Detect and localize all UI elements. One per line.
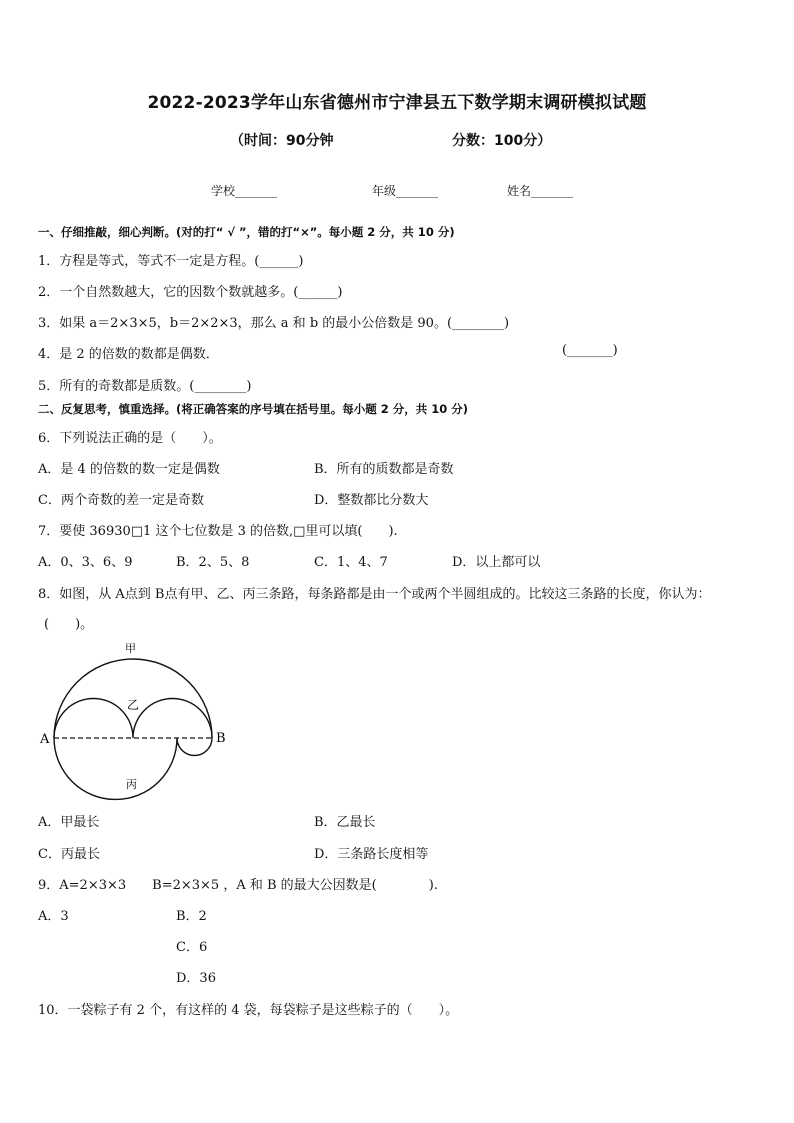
question-7: 7．要使 36930□1 这个七位数是 3 的倍数,□里可以填( ). [38, 524, 398, 539]
school-field: 学校_______ [211, 184, 278, 198]
question-10: 10．一袋粽子有 2 个，有这样的 4 袋，每袋粽子是这些粽子的（ ）。 [38, 1003, 459, 1018]
q8-option-b: B．乙最长 [314, 815, 376, 830]
label-yi: 乙 [127, 698, 140, 712]
q6-option-c: C．两个奇数的差一定是奇数 [38, 493, 204, 508]
q7-option-c: C．1、4、7 [314, 555, 388, 570]
q8-option-d: D．三条路长度相等 [314, 847, 429, 862]
q6-option-d: D．整数都比分数大 [314, 493, 429, 508]
question-9: 9．A=2×3×3 B=2×3×5 ，A 和 B 的最大公因数是( ). [38, 878, 438, 893]
q9-option-c: C．6 [176, 940, 208, 955]
section-1-heading: 一、仔细推敲，细心判断。(对的打“ √ ”，错的打“×”。每小题 2 分，共 10 分) [38, 225, 455, 239]
question-3: 3．如果 a＝2×3×5，b＝2×2×3，那么 a 和 b 的最小公倍数是 90。(________) [38, 316, 510, 331]
exam-time: （时间：90分钟 [230, 133, 334, 149]
label-jia: 甲 [125, 642, 136, 655]
question-4-blank: (_______) [562, 343, 618, 358]
section-2-heading: 二、反复思考，慎重选择。(将正确答案的序号填在括号里。每小题 2 分，共 10 分) [38, 402, 469, 416]
question-5: 5．所有的奇数都是质数。(________) [38, 379, 252, 394]
question-6: 6．下列说法正确的是（ ）。 [38, 431, 222, 446]
question-2: 2．一个自然数越大，它的因数个数就越多。(______) [38, 285, 343, 300]
question-8-paren: ( )。 [44, 617, 94, 632]
label-point-a: A [40, 732, 50, 747]
q8-option-c: C．丙最长 [38, 847, 100, 862]
exam-score: 分数：100分） [452, 133, 552, 149]
label-bing: 丙 [126, 778, 137, 791]
name-field: 姓名_______ [507, 184, 574, 198]
q9-option-d: D．36 [176, 971, 216, 986]
path-figure [30, 636, 240, 806]
q7-option-d: D．以上都可以 [452, 555, 541, 570]
question-8: 8．如图，从 A点到 B点有甲、乙、丙三条路，每条路都是由一个或两个半圆组成的。比较这三条路的长度，你认为： [38, 587, 711, 602]
q7-option-a: A．0、3、6、9 [38, 555, 133, 570]
label-point-b: B [216, 731, 226, 746]
q7-option-b: B．2、5、8 [176, 555, 250, 570]
q6-option-b: B．所有的质数都是奇数 [314, 462, 454, 477]
question-4: 4．是 2 的倍数的数都是偶数． [38, 347, 219, 362]
q8-option-a: A．甲最长 [38, 815, 100, 830]
q6-option-a: A．是 4 的倍数的数一定是偶数 [38, 462, 220, 477]
grade-field: 年级_______ [372, 184, 439, 198]
q9-option-a: A．3 [38, 909, 69, 924]
q9-option-b: B．2 [176, 909, 207, 924]
question-1: 1．方程是等式，等式不一定是方程。(______) [38, 254, 304, 269]
page-title: 2022-2023学年山东省德州市宁津县五下数学期末调研模拟试题 [147, 93, 647, 113]
